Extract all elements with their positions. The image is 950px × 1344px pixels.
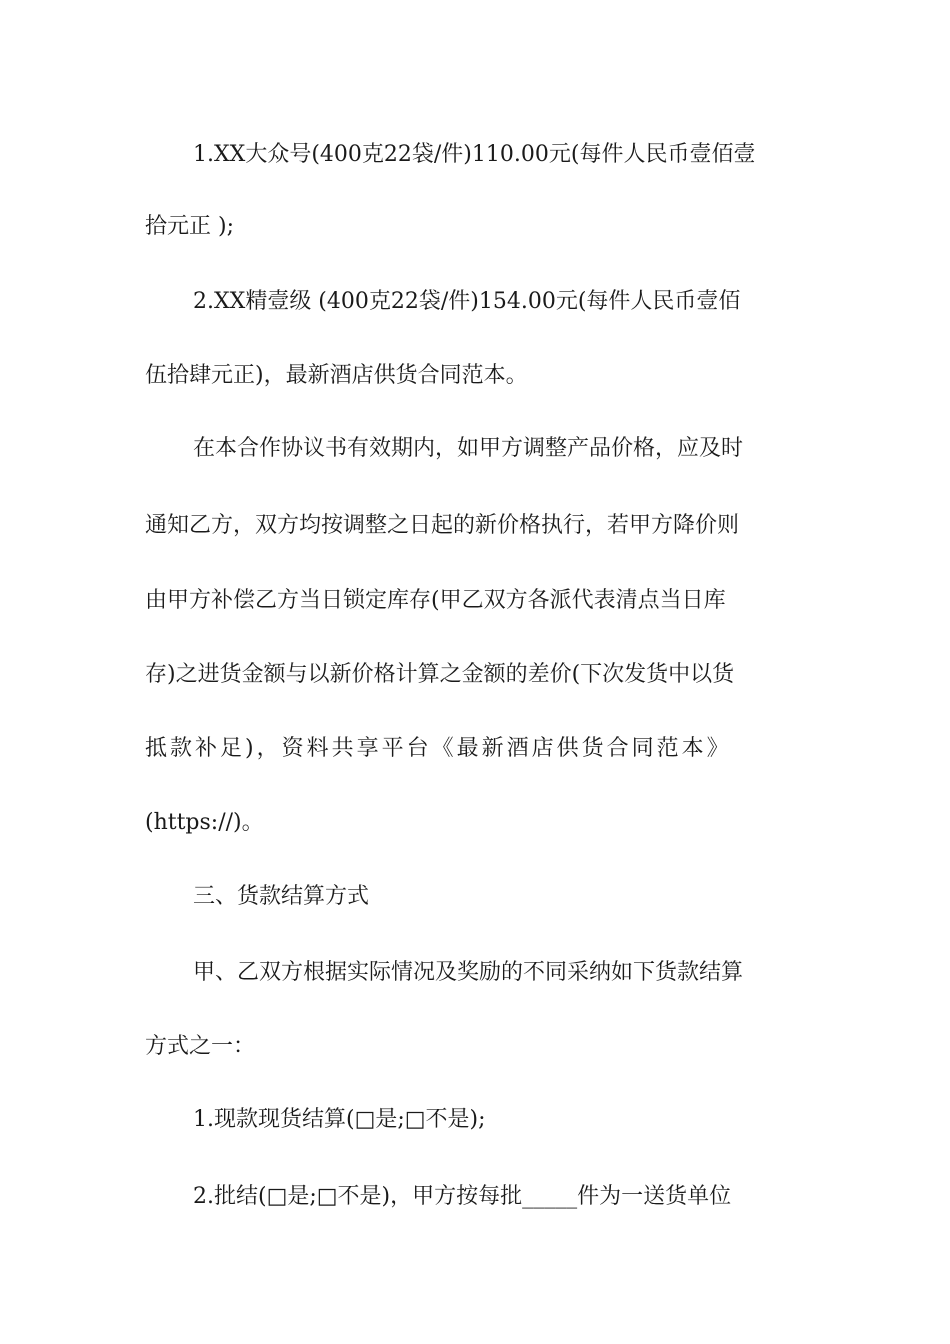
paragraph-line: 通知乙方，双方均按调整之日起的新价格执行，若甲方降价则 (145, 513, 740, 538)
paragraph-line: 抵款补足)，资料共享平台《最新酒店供货合同范本》 (145, 736, 732, 761)
paragraph-line: 1.XX大众号(400克22袋/件)110.00元(每件人民币壹佰壹 (193, 142, 756, 167)
paragraph-line: (https://)。 (145, 810, 264, 835)
paragraph-line: 伍拾肆元正)，最新酒店供货合同范本。 (145, 363, 528, 388)
paragraph-line: 方式之一： (145, 1034, 256, 1059)
paragraph-line: 由甲方补偿乙方当日锁定库存(甲乙双方各派代表清点当日库 (145, 588, 726, 613)
paragraph-line: 1.现款现货结算(□是;□不是); (193, 1107, 486, 1132)
section-heading: 三、货款结算方式 (193, 884, 370, 909)
paragraph-line: 存)之进货金额与以新价格计算之金额的差价(下次发货中以货 (145, 662, 735, 687)
paragraph-line: 2.XX精壹级 (400克22袋/件)154.00元(每件人民币壹佰 (193, 289, 741, 314)
paragraph-line: 甲、乙双方根据实际情况及奖励的不同采纳如下货款结算 (193, 960, 744, 985)
paragraph-line: 2.批结(□是;□不是)，甲方按每批_____件为一送货单位 (193, 1184, 732, 1209)
paragraph-line: 在本合作协议书有效期内，如甲方调整产品价格，应及时 (193, 436, 744, 461)
paragraph-line: 拾元正 ); (145, 214, 234, 239)
